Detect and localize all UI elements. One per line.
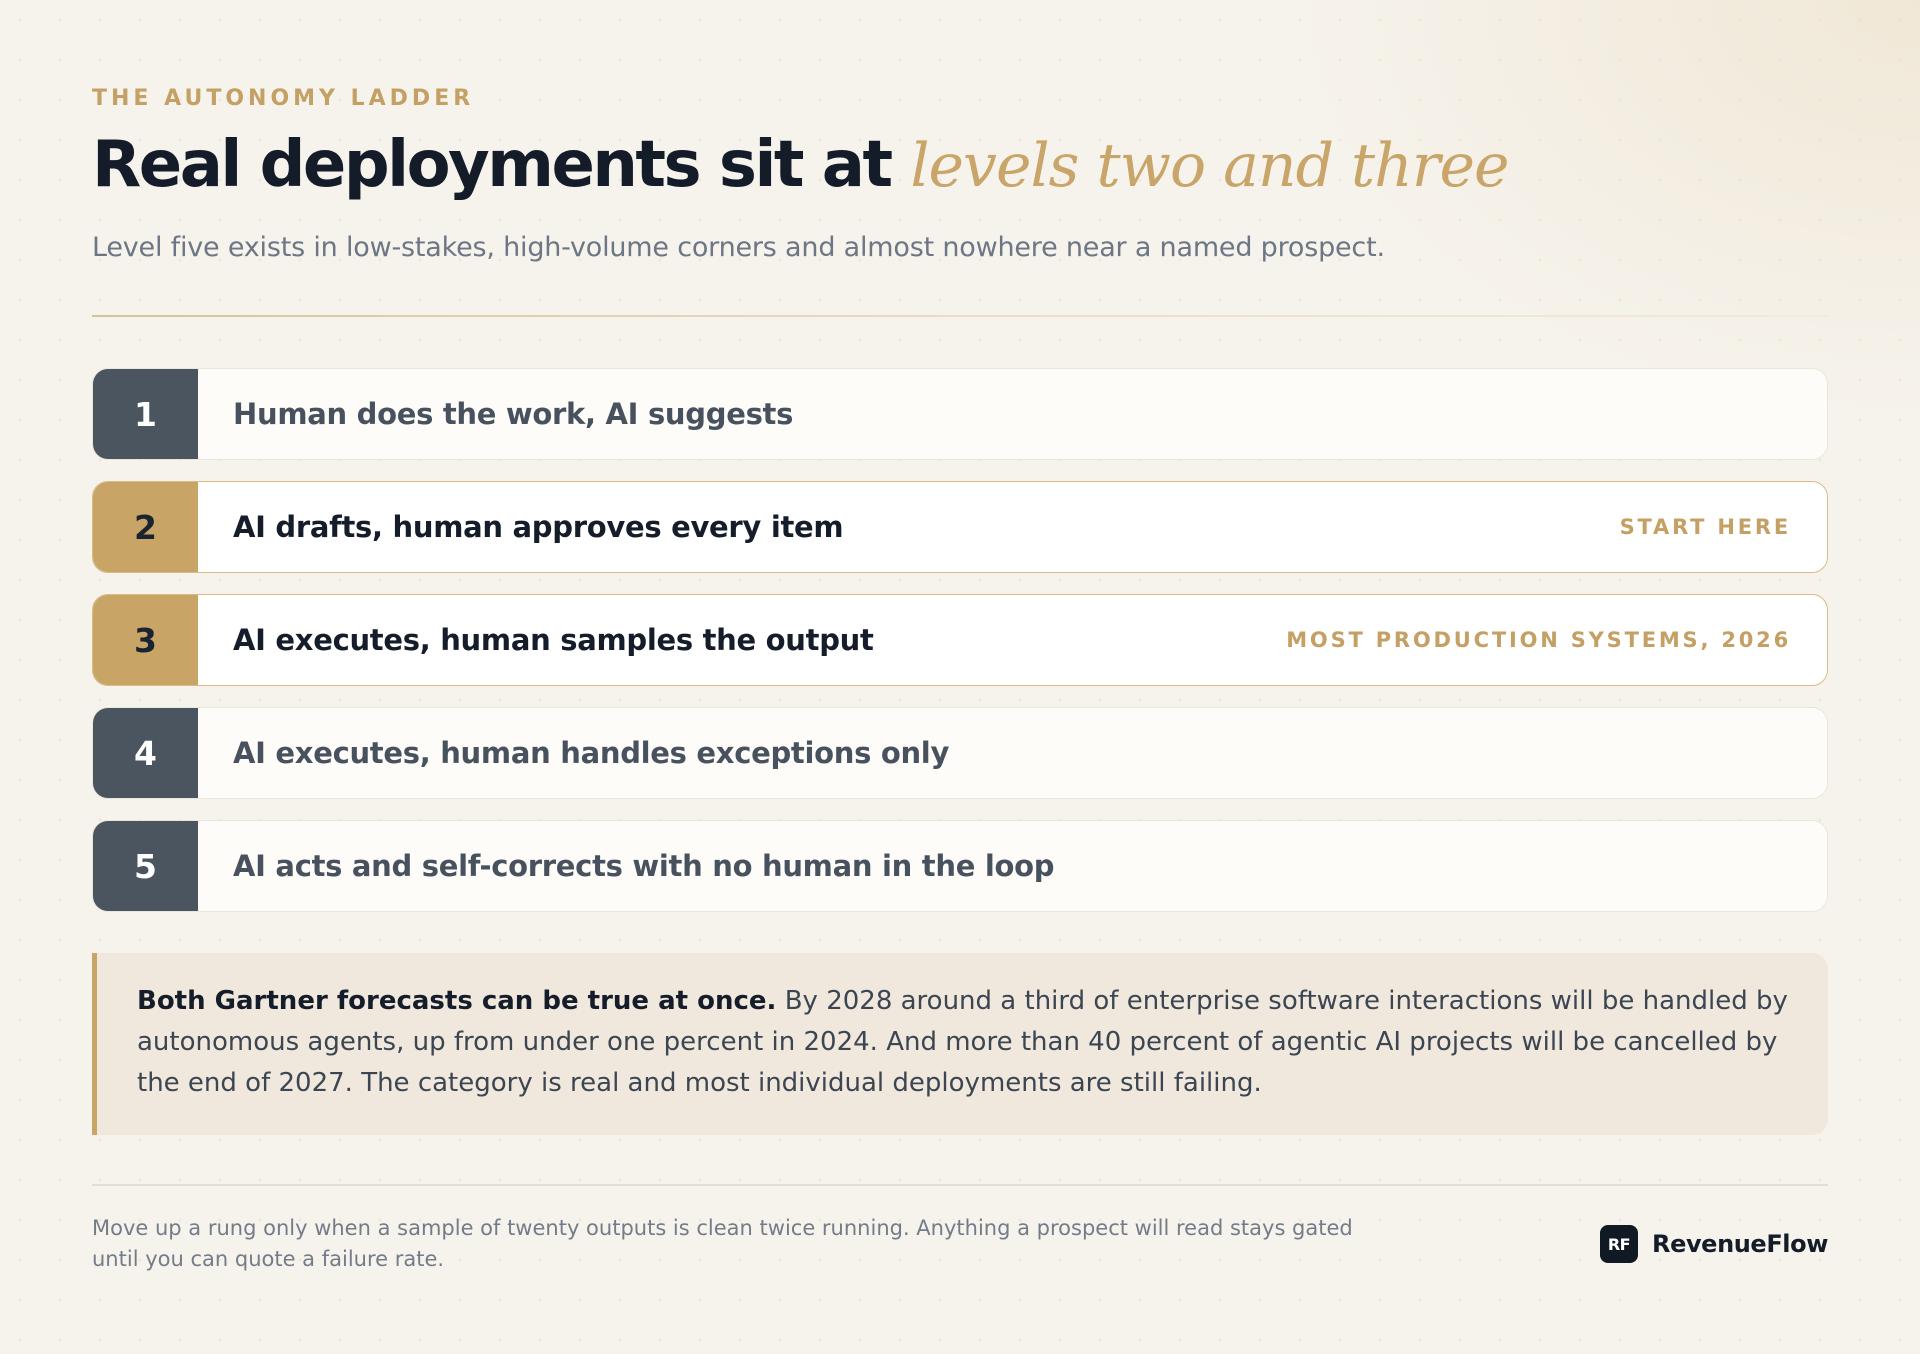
callout-lead: Both Gartner forecasts can be true at once. [137, 986, 777, 1016]
rung-tag: MOST PRODUCTION SYSTEMS, 2026 [1286, 628, 1791, 652]
rung-tag: START HERE [1619, 515, 1791, 539]
title-accent: levels two and three [910, 131, 1509, 201]
rung-label: AI acts and self-corrects with no human in the loop [233, 849, 1055, 883]
rung-label: Human does the work, AI suggests [233, 397, 794, 431]
ladder-rung-1 [92, 368, 1828, 460]
page-subtitle: Level five exists in low-stakes, high-volume corners and almost nowhere near a named prospect. [92, 232, 1385, 263]
callout-body: By 2028 around a third of enterprise software interactions will be handled by autonomous agents, up from under one percent in 2024. And more than 40 percent of agentic AI projects will be cancelled by the end of 2027. The category is real and most individual deployments are still failing. [137, 986, 1788, 1098]
rung-number: 5 [93, 821, 198, 911]
ladder-rung-3 [92, 594, 1828, 686]
brand-name: RevenueFlow [1651, 1230, 1828, 1258]
callout-box [92, 953, 1828, 1135]
ladder-rung-5 [92, 820, 1828, 912]
ladder-rung-4 [92, 707, 1828, 799]
rung-number: 1 [93, 369, 198, 459]
ladder-rung-2 [92, 481, 1828, 573]
footer-note: Move up a rung only when a sample of twenty outputs is clean twice running. Anything a prospect will read stays gated until you can quote a failure rate. [92, 1216, 1353, 1271]
rung-number: 4 [93, 708, 198, 798]
rung-label: AI executes, human handles exceptions only [233, 736, 950, 770]
slide [92, 0, 1828, 1354]
rung-label: AI drafts, human approves every item [233, 510, 844, 544]
title-main: Real deployments sit at [92, 128, 891, 202]
brand-logo [1600, 1225, 1828, 1263]
rung-label: AI executes, human samples the output [233, 623, 874, 657]
autonomy-ladder [92, 368, 1828, 933]
rung-number: 2 [93, 482, 198, 572]
page-title [92, 128, 1509, 202]
brand-mark-icon: RF [1600, 1225, 1638, 1263]
header-divider [92, 315, 1828, 317]
eyebrow-label: THE AUTONOMY LADDER [92, 86, 475, 111]
rung-number: 3 [93, 595, 198, 685]
footer-divider [92, 1184, 1828, 1186]
